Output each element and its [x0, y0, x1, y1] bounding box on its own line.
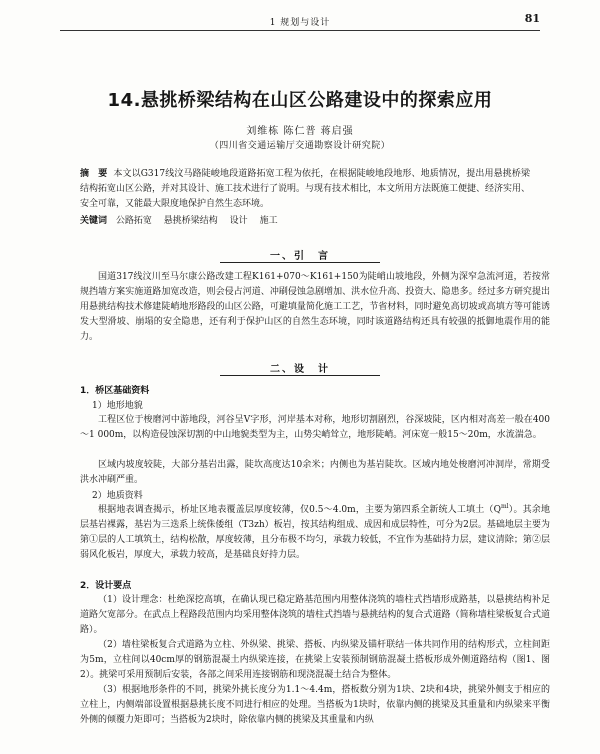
subheading-site-data: 1．桥区基础资料	[80, 386, 150, 396]
geology-text-b: ）。其余地层基岩裸露，基岩为三迭系上统侏倭组（T3zh）板岩，按其结构组成、成因和成层特性，可分为2层。基础地层主要为第①层的人工填筑土，结构松散，厚度较薄，且分布极不均匀，承载力较低，不宜作为基础持力层，建议清除；第②层弱风化板岩，厚度大，承载力较高，是基础良好持力层。	[80, 505, 550, 560]
abstract	[80, 167, 530, 212]
keyword: 设计	[229, 216, 248, 226]
keyword: 公路拓宽	[115, 216, 152, 226]
design-point-1: （1）设计理念：杜绝深挖高填，在确认现已稳定路基范围内用整体浇筑的墙柱式挡墙形成路基，以悬挑结构补足道路欠宽部分。在武点上程路段范围内均采用整体浇筑的墙柱式挡墙与悬挑结构的复合式道路（简称墙柱梁板复合式道路）。	[80, 595, 550, 635]
subheading-geology	[92, 488, 143, 501]
affiliation: （四川省交通运输厅交通勘察设计研究院）	[209, 141, 391, 151]
section-rule	[220, 375, 380, 376]
article-title: 14.悬挑桥梁结构在山区公路建设中的探索应用	[107, 90, 493, 111]
subheading-geology-text: 2）地质资料	[92, 491, 143, 501]
page-number: 81	[524, 12, 540, 25]
abstract-label: 摘 要	[80, 169, 108, 179]
topography-paragraph: 工程区位于梭磨河中游地段，河谷呈V字形，河岸基本对称，地形切割剧烈，谷深坡陡，区内相对高差一般在400～1 000m，以构造侵蚀深切割的中山地貌类型为主，山势尖峭耸立，地形陡峭。河床宽一般15～20m，水流湍急。	[80, 415, 550, 440]
design-point-2: （2）墙柱梁板复合式道路为立柱、外纵梁、挑梁、搭板、内纵梁及锚杆联结一体共同作用的结构形式，立柱间距为5m，立柱间以40cm厚的钢筋混凝土内纵梁连接，在挑梁上安装预制钢筋混凝土搭板形成外侧道路结构（图1、图2）。挑梁可采用预制后安装，各部之间采用连接钢筋和现浇混凝土结合为整体。	[80, 640, 550, 680]
geology-superscript: ml	[500, 503, 509, 510]
introduction-paragraph: 国道317线汶川至马尔康公路改建工程K161+070～K161+150为陡峭山坡地段，外侧为深窄急流河道，若按常规挡墙方案实施道路加宽改造，则会侵占河道、冲刷侵蚀急剧增加、洪水位升高、投资大、隐患多。经过多方研究提出用悬挑结构技术修建陡峭地形路段的山区公路，可避填量简化施工工艺，节省材料，同时避免高切坡或高填方等可能诱发大型滑坡、崩塌的安全隐患，还有利于保护山区的自然生态环境，同时该道路结构还具有较强的抵御地震作用的能力。	[80, 272, 550, 342]
section-heading-design: 二、设 计	[270, 364, 330, 375]
geology-paragraph	[80, 503, 550, 563]
geology-text-a: 根据地表调查揭示，桥址区地表覆盖层厚度较薄，仅0.5～4.0m，主要为第四系全新统人工填土（Q	[98, 505, 501, 515]
subheading-design-points: 2．设计要点	[80, 581, 132, 591]
section-rule	[220, 262, 380, 263]
keywords	[80, 214, 530, 228]
topography-paragraph-2: 区域内坡度较陡，大部分基岩出露，陡坎高度达10余米；内侧也为基岩陡坎。区域内地处梭磨河冲洞岸，常期受洪水冲刷严重。	[80, 460, 550, 485]
keyword: 施工	[259, 216, 278, 226]
subheading-topography: 1）地形地貌	[92, 401, 143, 411]
running-head	[60, 12, 540, 31]
design-point-3: （3）根据地形条件的不同，挑梁外挑长度分为1.1～4.4m，搭板数分别为1块、2块和4块，挑梁外侧支于相应的立柱上，内侧端部设置根据悬挑长度不同进行相应的处理。当搭板为1块时，依靠内侧的挑梁及其重量和内纵梁来平衡外侧的倾覆力矩即可；当搭板为2块时，除依靠内侧的挑梁及其重量和内纵	[80, 685, 550, 725]
running-title: 1 规划与设计	[269, 18, 331, 28]
abstract-text: 本文以G317线汶马路陡峻地段道路拓宽工程为依托，在根据陡峻地段地形、地质情况，提出用悬挑桥梁结构拓宽山区公路，并对其设计、施工技术进行了说明。与现有技术相比，本文所用方法既施工便捷、经济实用、安全可靠，又能最大限度地保护自然生态环境。	[80, 169, 531, 209]
authors: 刘维栋 陈仁普 蒋启强	[246, 126, 354, 137]
section-heading-introduction: 一、引 言	[270, 251, 330, 262]
keywords-label: 关键词	[80, 216, 108, 226]
keyword: 悬挑桥梁结构	[163, 216, 218, 226]
